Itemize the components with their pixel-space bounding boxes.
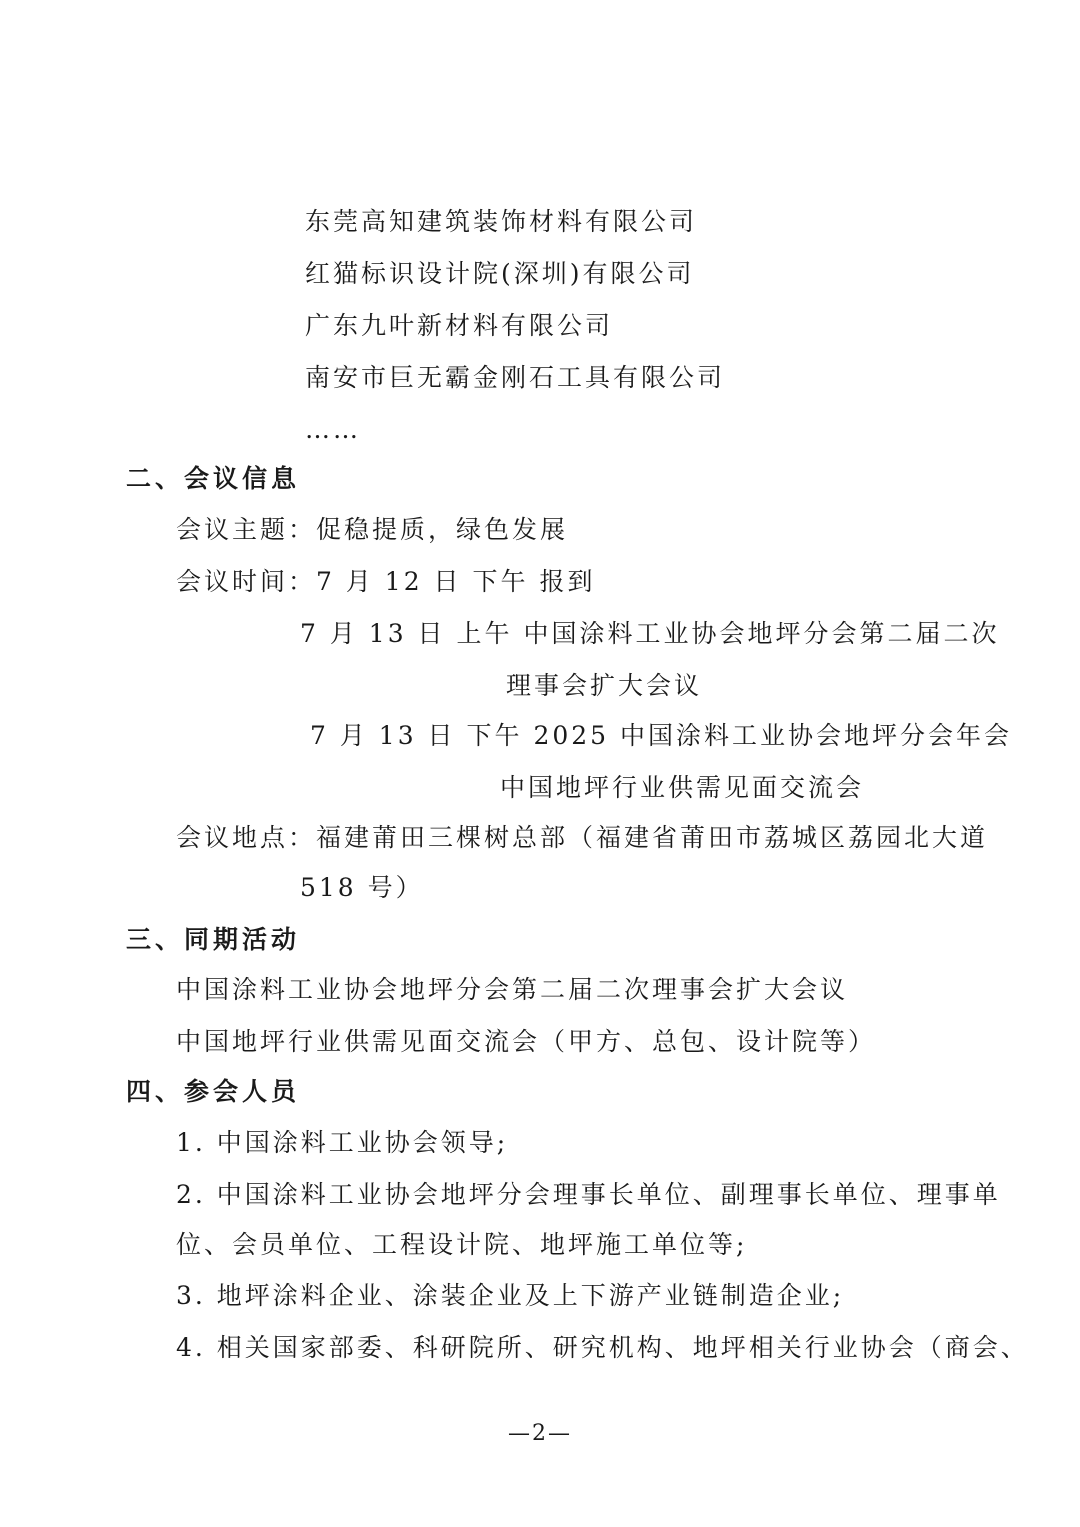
- meeting-time-line: 中国地坪行业供需见面交流会: [500, 773, 865, 802]
- page-number: —2—: [508, 1421, 572, 1446]
- attendee-item: 3. 地坪涂料企业、涂装企业及上下游产业链制造企业;: [176, 1281, 845, 1310]
- attendee-item: 2. 中国涂料工业协会地坪分会理事长单位、副理事长单位、理事单: [176, 1180, 1001, 1209]
- section-heading-meeting-info: 二、会议信息: [126, 464, 301, 493]
- company-line: 红猫标识设计院(深圳)有限公司: [305, 259, 695, 288]
- company-line: 广东九叶新材料有限公司: [305, 311, 614, 340]
- company-line: 南安市巨无霸金刚石工具有限公司: [305, 363, 726, 392]
- section-heading-concurrent: 三、同期活动: [126, 925, 301, 954]
- attendee-item: 4. 相关国家部委、科研院所、研究机构、地坪相关行业协会（商会、: [176, 1333, 1029, 1362]
- meeting-time-line: 7 月 13 日 上午 中国涂料工业协会地坪分会第二届二次: [300, 619, 1000, 648]
- meeting-time: 会议时间：7 月 12 日 下午 报到: [176, 567, 596, 596]
- company-line: 东莞高知建筑装饰材料有限公司: [305, 207, 698, 236]
- meeting-time-line: 理事会扩大会议: [506, 671, 703, 700]
- concurrent-item: 中国涂料工业协会地坪分会第二届二次理事会扩大会议: [176, 975, 849, 1004]
- meeting-time-line: 7 月 13 日 下午 2025 中国涂料工业协会地坪分会年会: [310, 721, 1013, 750]
- ellipsis: ……: [305, 415, 361, 444]
- attendee-item-cont: 位、会员单位、工程设计院、地坪施工单位等;: [176, 1230, 748, 1259]
- section-heading-attendees: 四、参会人员: [126, 1077, 301, 1106]
- meeting-theme: 会议主题：促稳提质，绿色发展: [176, 515, 569, 544]
- meeting-location: 会议地点：福建莆田三棵树总部（福建省莆田市荔城区荔园北大道: [176, 823, 989, 852]
- attendee-item: 1. 中国涂料工业协会领导;: [176, 1128, 509, 1157]
- meeting-location-cont: 518 号）: [300, 873, 424, 902]
- concurrent-item: 中国地坪行业供需见面交流会（甲方、总包、设计院等）: [176, 1027, 877, 1056]
